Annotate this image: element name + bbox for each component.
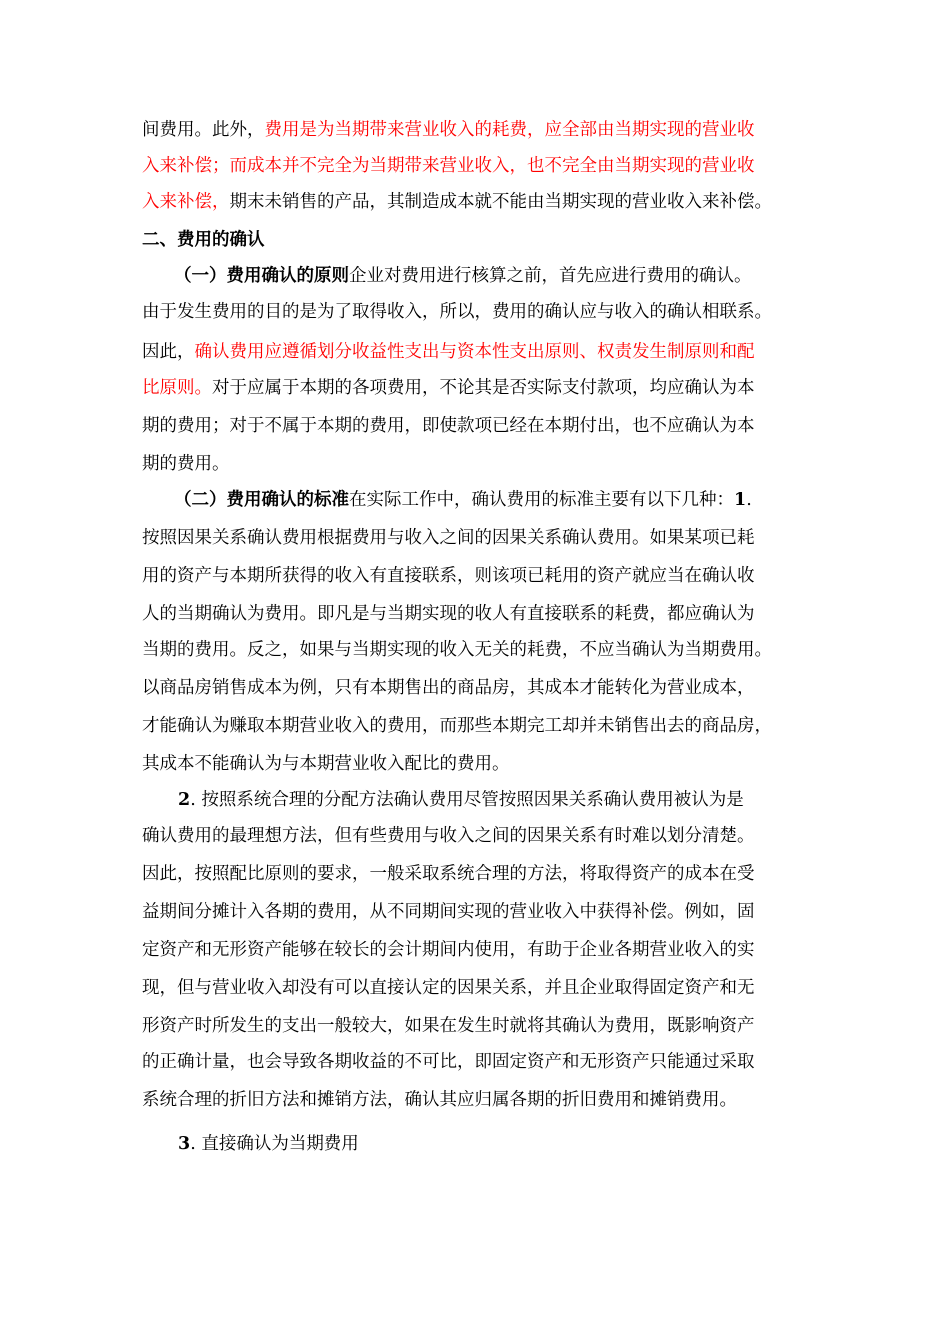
text-run: 对于应属于本期的各项费用，不论其是否实际支付款项，均应确认为本 xyxy=(212,378,755,398)
subsection-title: （一）费用确认的原则 xyxy=(174,266,349,286)
section-heading: 二、费用的确认 xyxy=(142,230,265,250)
paragraph-line: 期的费用。 xyxy=(142,454,230,474)
paragraph-line: 形资产时所发生的支出一般较大，如果在发生时就将其确认为费用，既影响资产 xyxy=(142,1016,755,1036)
paragraph-line xyxy=(142,190,822,214)
text-run: 企业对费用进行核算之前，首先应进行费用的确认。 xyxy=(349,266,752,286)
paragraph-line xyxy=(178,788,858,812)
paragraph-line: 其成本不能确认为与本期营业收入配比的费用。 xyxy=(142,754,510,774)
text-run: . xyxy=(746,490,752,510)
paragraph-line xyxy=(142,376,822,400)
text-run: 在实际工作中，确认费用的标准主要有以下几种： xyxy=(349,490,734,510)
text-run: . 按照系统合理的分配方法确认费用尽管按照因果关系确认费用被认为是 xyxy=(190,790,744,810)
paragraph-line xyxy=(178,1132,858,1156)
highlighted-text: 比原则。 xyxy=(142,378,212,398)
paragraph-line: 现，但与营业收入却没有可以直接认定的因果关系，并且企业取得固定资产和无 xyxy=(142,978,755,998)
list-number: 1 xyxy=(734,490,747,510)
paragraph-line xyxy=(174,488,854,512)
list-number: 2 xyxy=(178,790,191,810)
highlighted-text: 入来补偿；而成本并不完全为当期带来营业收入，也不完全由当期实现的营业收 xyxy=(142,156,755,176)
paragraph-line: 当期的费用。反之，如果与当期实现的收入无关的耗费，不应当确认为当期费用。 xyxy=(142,640,772,660)
text-run: 期末未销售的产品，其制造成本就不能由当期实现的营业收入来补偿。 xyxy=(229,192,772,212)
paragraph-line: 以商品房销售成本为例，只有本期售出的商品房，其成本才能转化为营业成本， xyxy=(142,678,755,698)
paragraph-line: 系统合理的折旧方法和摊销方法，确认其应归属各期的折旧费用和摊销费用。 xyxy=(142,1090,737,1110)
paragraph-line: 用的资产与本期所获得的收入有直接联系，则该项已耗用的资产就应当在确认收 xyxy=(142,566,755,586)
paragraph-line: 定资产和无形资产能够在较长的会计期间内使用，有助于企业各期营业收入的实 xyxy=(142,940,755,960)
highlighted-text: 费用是为当期带来营业收入的耗费，应全部由当期实现的营业收 xyxy=(264,120,755,140)
text-run: 因此， xyxy=(142,342,195,362)
highlighted-text: 入来补偿， xyxy=(142,192,230,212)
paragraph-line xyxy=(174,264,854,288)
paragraph-line: 确认费用的最理想方法，但有些费用与收入之间的因果关系有时难以划分清楚。 xyxy=(142,826,755,846)
text-run: . 直接确认为当期费用 xyxy=(190,1134,359,1154)
paragraph-line: 因此，按照配比原则的要求，一般采取系统合理的方法，将取得资产的成本在受 xyxy=(142,864,755,884)
paragraph-line: 按照因果关系确认费用根据费用与收入之间的因果关系确认费用。如果某项已耗 xyxy=(142,528,755,548)
paragraph-line: 的正确计量，也会导致各期收益的不可比，即固定资产和无形资产只能通过采取 xyxy=(142,1052,755,1072)
paragraph-line: 益期间分摊计入各期的费用，从不同期间实现的营业收入中获得补偿。例如，固 xyxy=(142,902,755,922)
paragraph-line: 才能确认为赚取本期营业收入的费用，而那些本期完工却并未销售出去的商品房， xyxy=(142,716,772,736)
paragraph-line: 人的当期确认为费用。即凡是与当期实现的收人有直接联系的耗费，都应确认为 xyxy=(142,604,755,624)
paragraph-line xyxy=(142,118,822,142)
highlighted-text: 确认费用应遵循划分收益性支出与资本性支出原则、权责发生制原则和配 xyxy=(194,342,755,362)
paragraph-line: 由于发生费用的目的是为了取得收入，所以，费用的确认应与收入的确认相联系。 xyxy=(142,302,772,322)
subsection-title: （二）费用确认的标准 xyxy=(174,490,349,510)
paragraph-line: 期的费用；对于不属于本期的费用，即使款项已经在本期付出，也不应确认为本 xyxy=(142,416,755,436)
paragraph-line xyxy=(142,340,822,364)
text-run: 间费用。此外， xyxy=(142,120,265,140)
list-number: 3 xyxy=(178,1134,191,1154)
